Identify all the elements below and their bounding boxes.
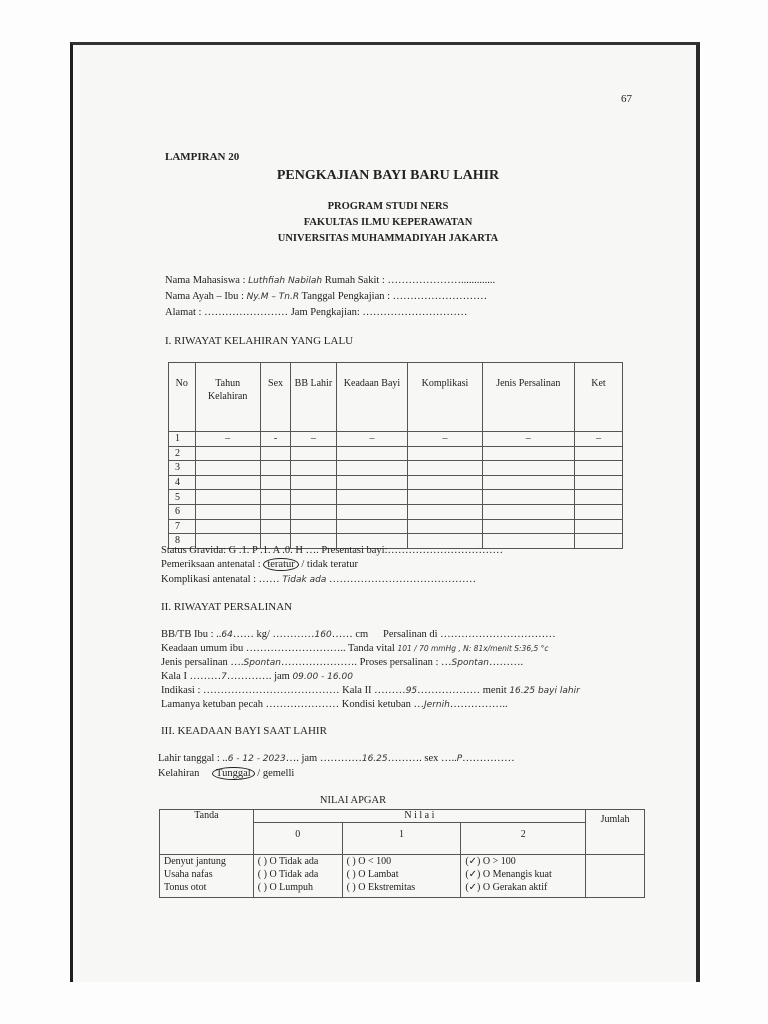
table-cell[interactable] bbox=[482, 446, 574, 461]
table-cell[interactable] bbox=[574, 461, 622, 476]
table-cell[interactable] bbox=[291, 519, 336, 534]
table-cell[interactable] bbox=[482, 504, 574, 519]
table-cell[interactable] bbox=[408, 475, 482, 490]
apgar-option[interactable]: ( ) O Ekstremitas bbox=[346, 882, 416, 893]
indication-line bbox=[161, 685, 580, 696]
document-title: PENGKAJIAN BAYI BARU LAHIR bbox=[276, 168, 500, 183]
amniotic-tail: …………….. bbox=[449, 699, 508, 710]
table-cell[interactable] bbox=[336, 519, 408, 534]
delivery-type-label: Jenis persalinan …. bbox=[161, 657, 244, 668]
hospital-label: Rumah Sakit : …………………............. bbox=[324, 275, 496, 286]
subtitle-faculty: FAKULTAS ILMU KEPERAWATAN bbox=[303, 217, 473, 228]
complication-line bbox=[161, 574, 476, 585]
tb-unit: …… cm bbox=[331, 629, 369, 640]
apgar-option[interactable]: (✓) O Menangis kuat bbox=[465, 869, 552, 880]
parent-name-value[interactable]: Ny.M – Tn.R bbox=[246, 292, 300, 302]
col-header: Komplikasi bbox=[408, 363, 482, 432]
table-row bbox=[169, 461, 623, 476]
table-cell[interactable] bbox=[291, 504, 336, 519]
apgar-option[interactable]: (✓) O > 100 bbox=[465, 856, 516, 867]
birth-date-label: Lahir tanggal : .. bbox=[158, 753, 228, 764]
table-cell[interactable] bbox=[195, 519, 260, 534]
birth-kind-label: Kelahiran bbox=[158, 768, 200, 779]
table-row bbox=[169, 519, 623, 534]
stage2-tail: ……………… menit bbox=[417, 685, 507, 696]
table-cell[interactable] bbox=[482, 490, 574, 505]
table-cell[interactable] bbox=[291, 490, 336, 505]
table-cell[interactable] bbox=[195, 490, 260, 505]
col-header: Ket bbox=[574, 363, 622, 432]
tb-value[interactable]: 160 bbox=[314, 630, 332, 640]
row-number: 4 bbox=[169, 475, 196, 490]
col-header: Keadaan Bayi bbox=[336, 363, 408, 432]
table-cell[interactable] bbox=[195, 475, 260, 490]
student-name-label: Nama Mahasiswa : bbox=[165, 275, 246, 286]
complication-tail: …………………………………… bbox=[328, 574, 476, 585]
vital-signs-value[interactable]: 101 / 70 mmHg , N: 81x/menit S:36,5 °c bbox=[397, 644, 549, 653]
sex-label: ………. sex ….. bbox=[387, 753, 457, 764]
complication-value[interactable]: Tidak ada bbox=[282, 575, 327, 585]
birth-kind-selected[interactable]: Tunggal bbox=[212, 767, 255, 780]
row-number: 8 bbox=[169, 534, 196, 549]
apgar-option[interactable]: ( ) O Tidak ada bbox=[257, 869, 319, 880]
section3-heading: III. KEADAAN BAYI SAAT LAHIR bbox=[161, 725, 327, 737]
assessment-date-label: Tanggal Pengkajian : ……………………… bbox=[301, 291, 488, 302]
delivery-type-value[interactable]: Spontan bbox=[243, 658, 281, 668]
table-cell[interactable] bbox=[336, 490, 408, 505]
sex-tail: …………… bbox=[462, 753, 515, 764]
amniotic-value[interactable]: Jernih bbox=[424, 700, 450, 710]
delivery-process-value[interactable]: Spontan bbox=[451, 658, 489, 668]
delivery-process-label: …………………. Proses persalinan : … bbox=[280, 657, 452, 668]
indication-label: Indikasi : ………………………………… Kala II ……… bbox=[161, 685, 406, 696]
stage1-mid: …………. jam bbox=[226, 671, 290, 682]
table-cell[interactable] bbox=[195, 446, 260, 461]
address-line: Alamat : …………………… Jam Pengkajian: ………………………… bbox=[165, 307, 468, 318]
bb-tb-line bbox=[161, 629, 368, 640]
apgar-sign: Denyut jantung bbox=[164, 856, 226, 867]
stage2-note[interactable]: 16.25 bayi lahir bbox=[509, 686, 580, 696]
table-cell[interactable]: – bbox=[195, 432, 260, 447]
parent-name-label: Nama Ayah – Ibu : bbox=[165, 291, 244, 302]
delivery-place-label: Persalinan di …………………………… bbox=[383, 629, 556, 640]
table-cell[interactable] bbox=[336, 475, 408, 490]
table-cell[interactable] bbox=[336, 504, 408, 519]
condition-line bbox=[161, 643, 549, 654]
table-cell[interactable] bbox=[574, 504, 622, 519]
table-cell[interactable] bbox=[260, 504, 291, 519]
student-name-line bbox=[165, 275, 495, 286]
apgar-col0 bbox=[253, 855, 342, 898]
stage1-label: Kala I ……… bbox=[161, 671, 222, 682]
apgar-score-header: 0 bbox=[253, 823, 342, 855]
table-cell[interactable] bbox=[574, 534, 622, 549]
section1-heading: I. RIWAYAT KELAHIRAN YANG LALU bbox=[165, 335, 354, 347]
table-cell[interactable] bbox=[408, 490, 482, 505]
document-page bbox=[70, 42, 700, 982]
col-header: Jenis Persalinan bbox=[482, 363, 574, 432]
col-header: Sex bbox=[260, 363, 291, 432]
table-cell[interactable]: – bbox=[291, 432, 336, 447]
col-header: BB Lahir bbox=[291, 363, 336, 432]
row-number: 7 bbox=[169, 519, 196, 534]
antenatal-other-option: / tidak teratur bbox=[301, 559, 358, 570]
table-header-row bbox=[169, 363, 623, 432]
col-header: Tahun Kelahiran bbox=[195, 363, 260, 432]
bb-unit: …… kg/ ………… bbox=[232, 629, 315, 640]
table-cell[interactable] bbox=[195, 461, 260, 476]
apgar-header-tanda: Tanda bbox=[160, 810, 254, 855]
table-cell[interactable] bbox=[336, 461, 408, 476]
table-cell[interactable] bbox=[260, 475, 291, 490]
birth-kind-line bbox=[158, 768, 294, 779]
antenatal-label: Pemeriksaan antenatal : bbox=[161, 559, 261, 570]
apgar-header-jumlah: Jumlah bbox=[586, 810, 645, 855]
birth-history-table bbox=[168, 362, 623, 549]
table-cell[interactable] bbox=[260, 519, 291, 534]
sex-value[interactable]: P bbox=[456, 754, 463, 764]
table-cell[interactable] bbox=[482, 519, 574, 534]
table-cell[interactable] bbox=[408, 446, 482, 461]
apgar-score-header: 1 bbox=[342, 823, 461, 855]
birth-time-label: …. jam ………… bbox=[285, 753, 362, 764]
table-cell[interactable] bbox=[260, 446, 291, 461]
delivery-type-line bbox=[161, 657, 523, 668]
subtitle-program: PROGRAM STUDI NERS bbox=[327, 201, 449, 212]
table-cell[interactable] bbox=[408, 504, 482, 519]
stage1-time[interactable]: 09.00 - 16.00 bbox=[292, 672, 353, 682]
complication-label: Komplikasi antenatal : …… bbox=[161, 574, 280, 585]
table-cell[interactable] bbox=[574, 446, 622, 461]
apgar-header-nilai: N i l a i bbox=[253, 810, 585, 823]
birth-date-value[interactable]: 6 - 12 - 2023 bbox=[227, 754, 286, 764]
table-cell[interactable] bbox=[291, 461, 336, 476]
amniotic-line bbox=[161, 699, 508, 710]
row-number: 1 bbox=[169, 432, 196, 447]
antenatal-selected-option[interactable]: teratur bbox=[263, 558, 298, 571]
table-cell[interactable] bbox=[574, 475, 622, 490]
gravida-line: Status Gravida: G .1. P .1. A .0. H …. Presentasi bayi:…………………………… bbox=[161, 545, 504, 556]
table-row bbox=[169, 490, 623, 505]
table-cell[interactable] bbox=[574, 519, 622, 534]
birth-date-line bbox=[158, 753, 515, 764]
appendix-label: LAMPIRAN 20 bbox=[165, 151, 240, 163]
col-header: No bbox=[169, 363, 196, 432]
student-name-value[interactable]: Luthfiah Nabilah bbox=[248, 276, 323, 286]
table-row bbox=[169, 475, 623, 490]
table-cell[interactable] bbox=[291, 446, 336, 461]
table-cell[interactable] bbox=[260, 490, 291, 505]
apgar-signs bbox=[160, 855, 254, 898]
table-cell[interactable]: – bbox=[336, 432, 408, 447]
apgar-col1 bbox=[342, 855, 461, 898]
stage1-value[interactable]: 7 bbox=[221, 672, 227, 682]
bb-value[interactable]: 64 bbox=[221, 630, 233, 640]
row-number: 3 bbox=[169, 461, 196, 476]
table-cell[interactable] bbox=[408, 461, 482, 476]
apgar-sign: Tonus otot bbox=[164, 882, 207, 893]
birth-time-value[interactable]: 16.25 bbox=[361, 754, 388, 764]
birth-kind-other: / gemelli bbox=[257, 768, 295, 779]
table-cell[interactable] bbox=[482, 461, 574, 476]
table-row bbox=[169, 446, 623, 461]
table-cell[interactable] bbox=[408, 519, 482, 534]
apgar-option[interactable]: ( ) O Lambat bbox=[346, 869, 399, 880]
table-cell[interactable] bbox=[291, 475, 336, 490]
page-number: 67 bbox=[621, 93, 632, 105]
apgar-option[interactable]: ( ) O Tidak ada bbox=[257, 856, 319, 867]
antenatal-line bbox=[161, 559, 358, 570]
table-cell[interactable]: – bbox=[574, 432, 622, 447]
stage1-line bbox=[161, 671, 353, 682]
table-cell[interactable] bbox=[574, 490, 622, 505]
table-cell[interactable] bbox=[195, 504, 260, 519]
apgar-total-cell[interactable] bbox=[586, 855, 645, 898]
stage2-value[interactable]: 95 bbox=[405, 686, 418, 696]
amniotic-label: Lamanya ketuban pecah ………………… Kondisi ketuban … bbox=[161, 699, 425, 710]
table-cell[interactable] bbox=[260, 461, 291, 476]
apgar-col2 bbox=[461, 855, 586, 898]
table-cell[interactable]: – bbox=[482, 432, 574, 447]
row-number: 2 bbox=[169, 446, 196, 461]
apgar-title: NILAI APGAR bbox=[319, 795, 387, 806]
apgar-sign: Usaha nafas bbox=[164, 869, 213, 880]
section2-heading: II. RIWAYAT PERSALINAN bbox=[161, 601, 293, 613]
table-row bbox=[169, 432, 623, 447]
table-cell[interactable]: – bbox=[408, 432, 482, 447]
apgar-option[interactable]: ( ) O < 100 bbox=[346, 856, 392, 867]
delivery-process-tail: ………. bbox=[488, 657, 524, 668]
table-cell[interactable]: - bbox=[260, 432, 291, 447]
table-cell[interactable] bbox=[336, 446, 408, 461]
table-row bbox=[169, 504, 623, 519]
subtitle-university: UNIVERSITAS MUHAMMADIYAH JAKARTA bbox=[277, 233, 499, 244]
row-number: 5 bbox=[169, 490, 196, 505]
row-number: 6 bbox=[169, 504, 196, 519]
bb-tb-label: BB/TB Ibu : .. bbox=[161, 629, 222, 640]
parent-name-line bbox=[165, 291, 487, 302]
apgar-score-header: 2 bbox=[461, 823, 586, 855]
table-cell[interactable] bbox=[482, 475, 574, 490]
apgar-option[interactable]: ( ) O Lumpuh bbox=[257, 882, 314, 893]
condition-label: Keadaan umum ibu ……………………….. Tanda vital bbox=[161, 643, 395, 654]
apgar-table bbox=[159, 809, 645, 898]
apgar-option[interactable]: (✓) O Gerakan aktif bbox=[465, 882, 548, 893]
